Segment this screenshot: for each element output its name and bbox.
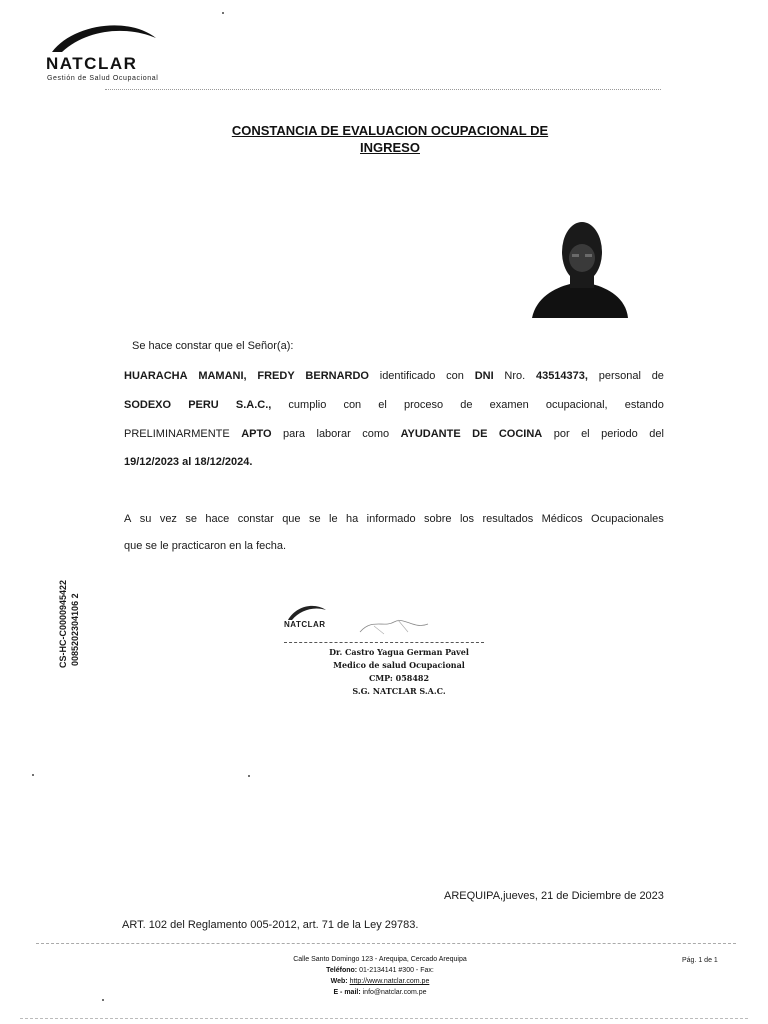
- signer-company: S.G. NATCLAR S.A.C.: [352, 686, 446, 696]
- word: personal: [598, 370, 641, 382]
- word: se: [185, 513, 197, 525]
- title-line-2: INGRESO: [360, 140, 420, 155]
- email-value[interactable]: info@natclar.com.pe: [362, 989, 427, 996]
- word: AYUDANTE: [400, 428, 461, 440]
- word: el: [378, 399, 387, 411]
- body-para2-line-1: [124, 513, 664, 525]
- signer-details: [304, 646, 494, 698]
- word: Ocupacionales: [591, 513, 664, 525]
- word: DE: [472, 428, 488, 440]
- header-divider: [105, 89, 661, 90]
- word: DNI: [474, 370, 494, 382]
- body-line-3: [124, 428, 664, 440]
- issue-date: AREQUIPA,jueves, 21 de Diciembre de 2023: [444, 890, 664, 902]
- period-dates: 19/12/2023 al 18/12/2024.: [124, 456, 253, 468]
- title-line-1: CONSTANCIA DE EVALUACION OCUPACIONAL DE: [231, 123, 549, 138]
- word: BERNARDO: [305, 370, 369, 382]
- signature-line: [284, 642, 484, 643]
- doctor-cmp: CMP: 058482: [368, 673, 430, 683]
- scan-dot: [102, 999, 104, 1001]
- side-code-1: CS-HC-C0000945422: [58, 579, 68, 668]
- word: como: [362, 428, 390, 440]
- footer-contact: [250, 954, 510, 998]
- web-link[interactable]: http://www.natclar.com.pe: [349, 978, 430, 985]
- logo-tagline: Gestión de Salud Ocupacional: [47, 75, 159, 82]
- word: estando: [624, 399, 664, 411]
- word: proceso: [403, 399, 444, 411]
- footer-divider: [36, 943, 736, 944]
- word: hace: [205, 513, 230, 525]
- word: laborar: [316, 428, 351, 440]
- word: A: [124, 513, 132, 525]
- body-para2-line-2: que se le practicaron en la fecha.: [124, 540, 287, 552]
- word: Médicos: [541, 513, 583, 525]
- word: constar: [237, 513, 274, 525]
- page-number: Pág. 1 de 1: [682, 957, 718, 964]
- word: PERU: [188, 399, 219, 411]
- word: periodo: [601, 428, 638, 440]
- word: 43514373,: [535, 370, 588, 382]
- word: FREDY: [257, 370, 295, 382]
- body-line-2: [124, 399, 664, 411]
- word: Nro.: [504, 370, 526, 382]
- word: de: [460, 399, 473, 411]
- logo-name: NATCLAR: [46, 54, 138, 73]
- word: le: [329, 513, 338, 525]
- email-label: E - mail:: [333, 989, 361, 996]
- word: APTO: [241, 428, 272, 440]
- word: para: [283, 428, 306, 440]
- word: vez: [159, 513, 177, 525]
- word: PRELIMINARMENTE: [124, 428, 230, 440]
- word: COCINA: [498, 428, 543, 440]
- word: ha: [346, 513, 359, 525]
- scan-dot: [248, 775, 250, 777]
- doctor-role: Medico de salud Ocupacional: [333, 660, 465, 670]
- word: de: [651, 370, 664, 382]
- word: con: [446, 370, 464, 382]
- word: informado: [366, 513, 416, 525]
- phone-label: Teléfono:: [326, 967, 358, 974]
- side-code-2: 0085202304106 2: [70, 593, 80, 666]
- doctor-name: Dr. Castro Yagua German Pavel: [329, 647, 469, 657]
- word: SODEXO: [124, 399, 172, 411]
- footer-address: Calle Santo Domingo 123 - Arequipa, Cercado Arequipa: [293, 956, 467, 963]
- word: MAMANI,: [198, 370, 247, 382]
- word: sobre: [424, 513, 452, 525]
- signature-logo-arc-icon: [284, 602, 332, 622]
- word: su: [139, 513, 152, 525]
- scan-dot: [222, 12, 224, 14]
- logo-arc-icon: [48, 20, 160, 54]
- signature-logo-name: NATCLAR: [284, 620, 326, 629]
- word: con: [343, 399, 362, 411]
- word: cumplio: [288, 399, 327, 411]
- side-codes: [40, 579, 80, 676]
- web-label: Web:: [330, 978, 348, 985]
- handwritten-signature: [354, 610, 434, 640]
- word: HUARACHA: [124, 370, 188, 382]
- natclar-logo: [44, 20, 174, 84]
- employee-photo: [530, 214, 630, 318]
- word: el: [581, 428, 590, 440]
- word: examen: [489, 399, 529, 411]
- word: por: [553, 428, 570, 440]
- intro-text: Se hace constar que el Señor(a):: [132, 340, 294, 352]
- word: ocupacional,: [545, 399, 608, 411]
- word: S.A.C.,: [235, 399, 272, 411]
- body-line-1: [124, 370, 664, 382]
- scan-dot: [32, 774, 34, 776]
- word: se: [308, 513, 321, 525]
- word: identificado: [379, 370, 436, 382]
- word: que: [282, 513, 301, 525]
- document-title: [120, 122, 660, 156]
- signature-block: [284, 596, 484, 706]
- bottom-divider: [20, 1018, 748, 1019]
- word: del: [649, 428, 664, 440]
- word: los: [459, 513, 475, 525]
- phone-value: 01-2134141 #300 - Fax:: [359, 967, 434, 974]
- legal-reference: ART. 102 del Reglamento 005-2012, art. 71 de la Ley 29783.: [122, 919, 419, 931]
- word: resultados: [482, 513, 534, 525]
